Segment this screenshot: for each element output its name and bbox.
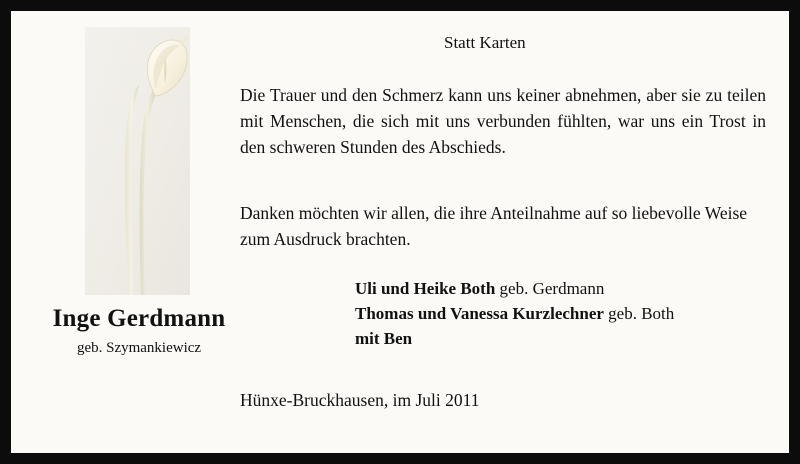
signature-names: Uli und Heike Both bbox=[355, 279, 496, 298]
paragraph-two: Danken möchten wir allen, die ihre Anteilnahme auf so liebevolle Weise zum Ausdruck brachten. bbox=[240, 203, 748, 249]
place-and-date: Hünxe-Bruckhausen, im Juli 2011 bbox=[240, 390, 480, 410]
paragraph-one: Die Trauer und den Schmerz kann uns keiner abnehmen, aber sie zu teilen mit Menschen, die sich mit uns verbunden fühlten, war uns ein Trost in den schweren Stunden des Abschieds. bbox=[240, 85, 766, 157]
signature-names: mit Ben bbox=[355, 329, 413, 348]
signature-names: Thomas und Vanessa Kurzlechner bbox=[355, 304, 604, 323]
deceased-name: Inge Gerdmann bbox=[52, 305, 226, 332]
signature-suffix: geb. Both bbox=[603, 304, 675, 323]
card-heading: Statt Karten bbox=[444, 33, 526, 52]
deceased-maiden-name: geb. Szymankiewicz bbox=[76, 340, 202, 356]
signature-suffix: geb. Gerdmann bbox=[495, 279, 605, 298]
